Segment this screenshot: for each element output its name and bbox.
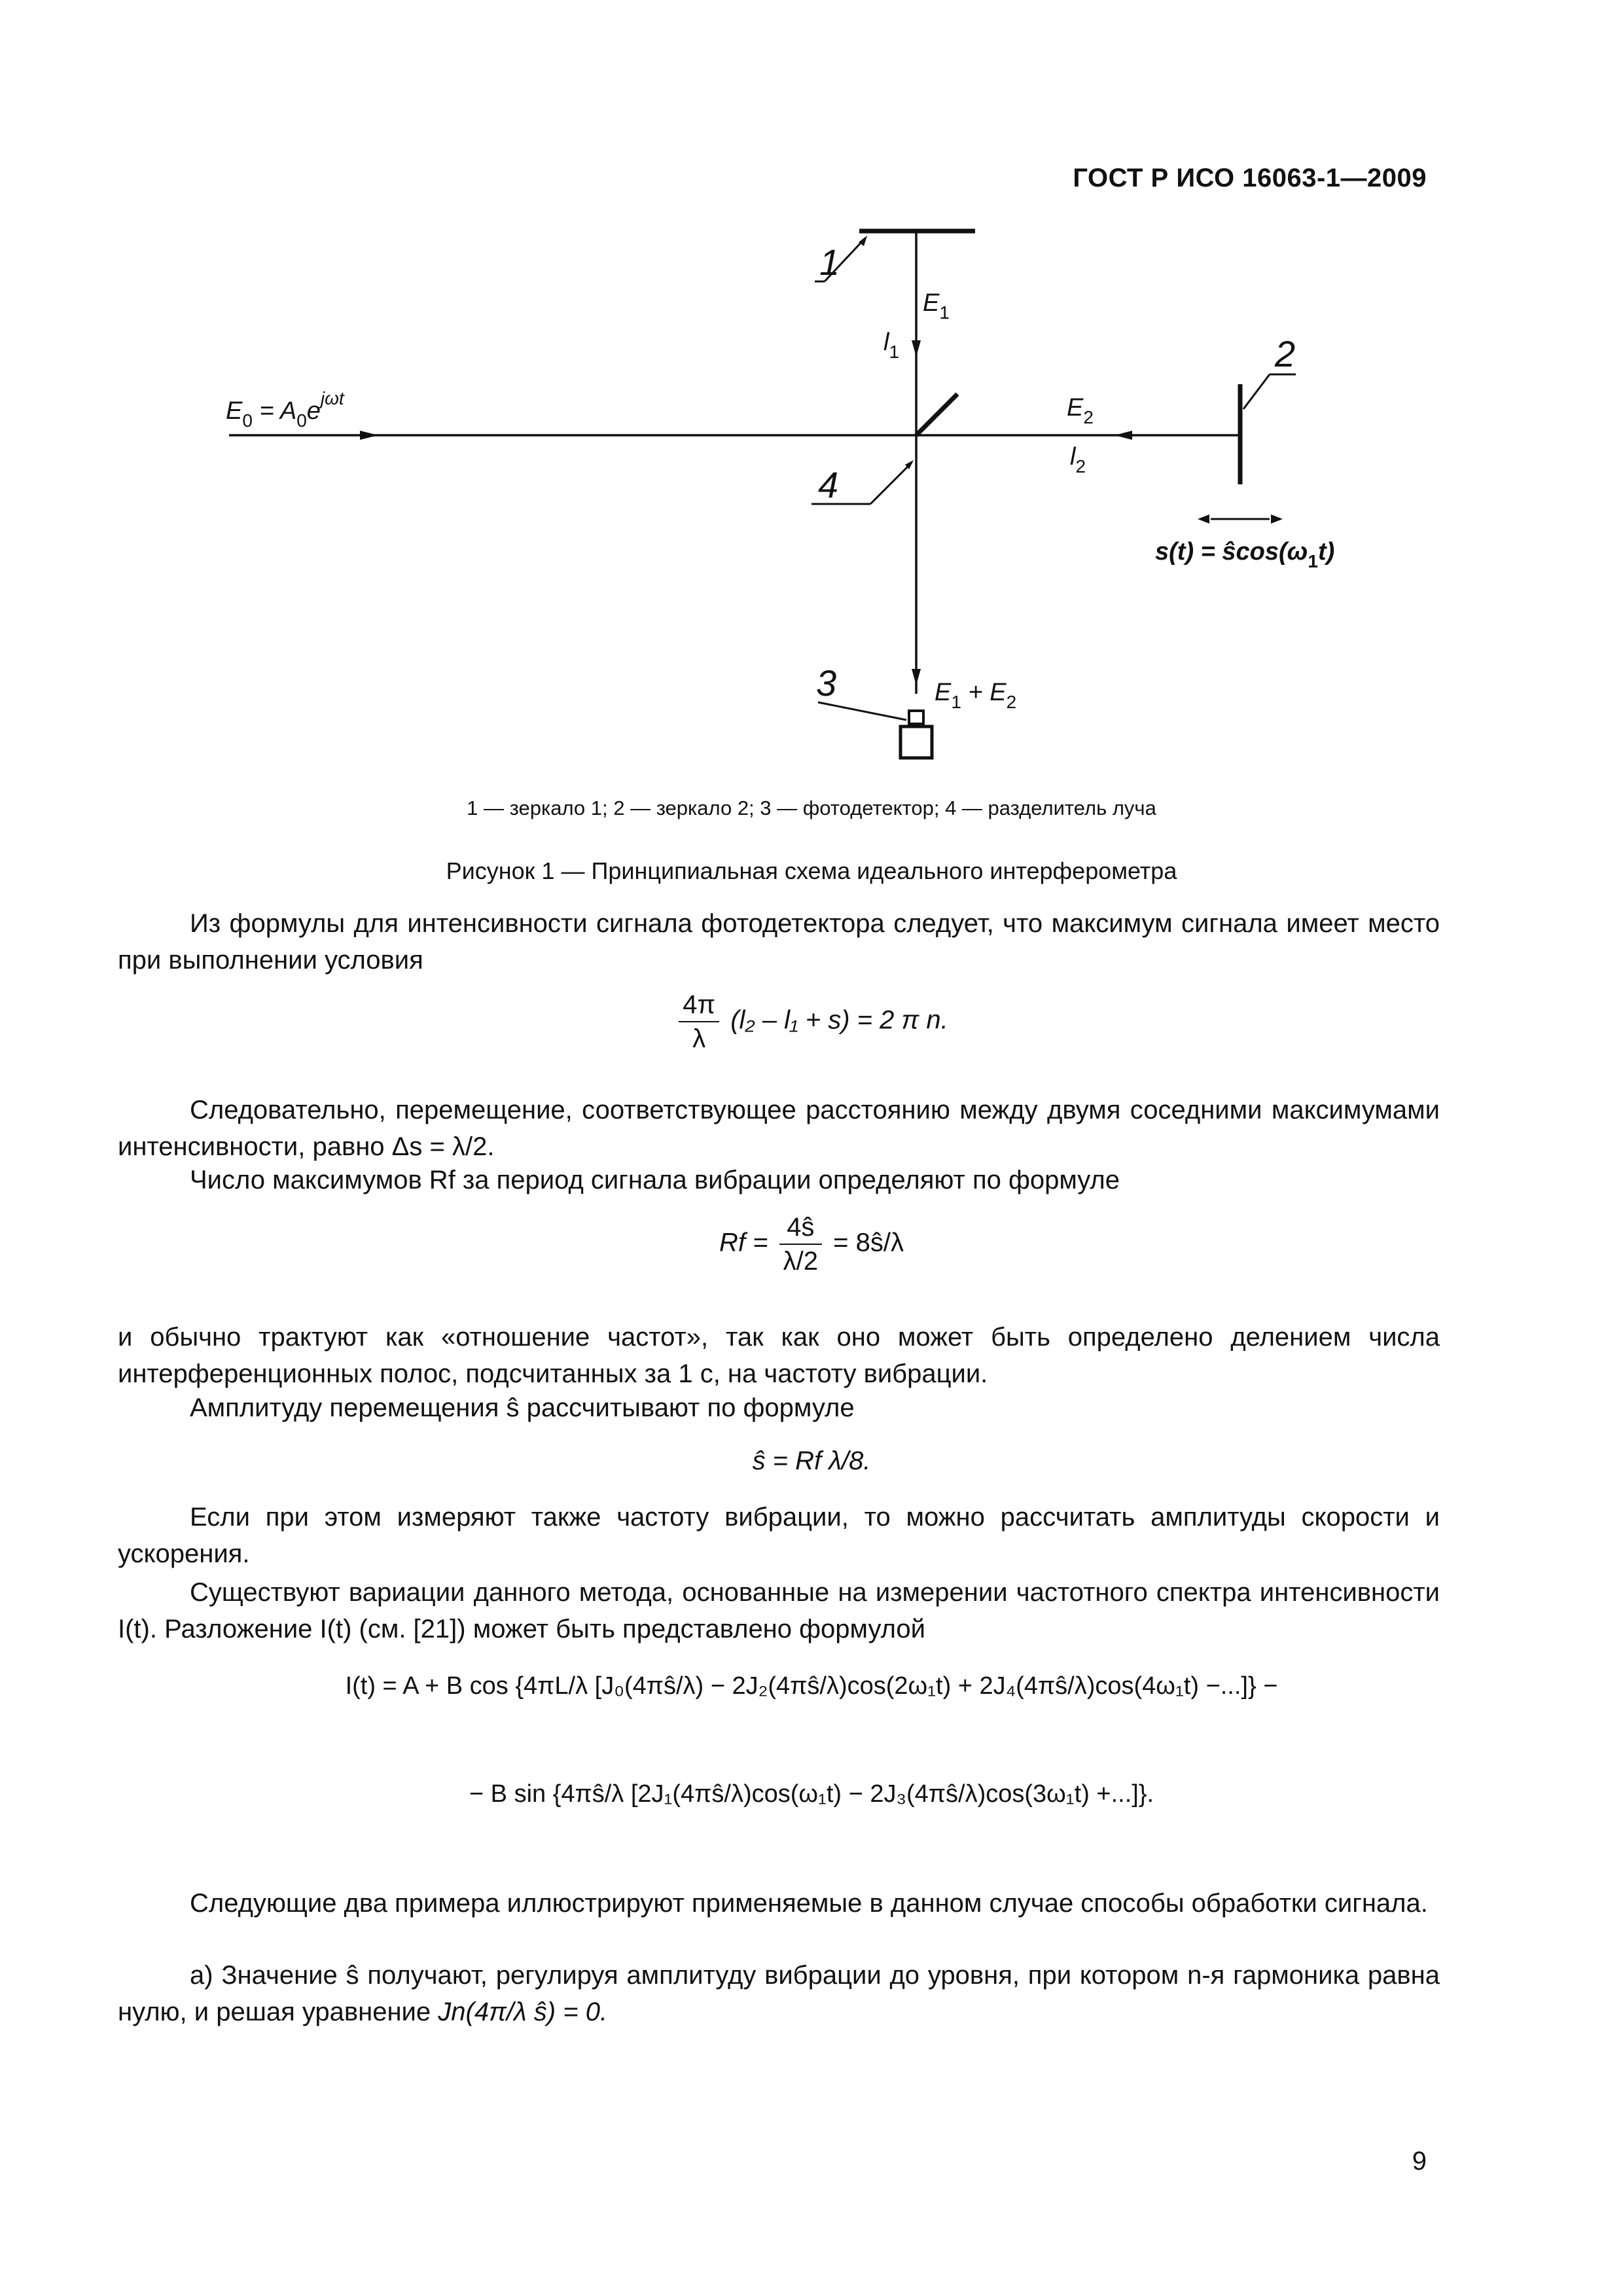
formula-4-line-2: − B sin {4πŝ/λ [2J₁(4πŝ/λ)cos(ω₁t) − 2J₃(4πŝ/λ)cos(3ω₁t) +...]}. <box>469 1780 1154 1808</box>
paragraph-5: Амплитуду перемещения ŝ рассчитывают по формуле <box>190 1393 855 1422</box>
interferometer-diagram <box>0 0 1623 785</box>
formula-4-line-1: I(t) = A + B cos {4πL/λ [J₀(4πŝ/λ) − 2J₂(4πŝ/λ)cos(2ω₁t) + 2J₄(4πŝ/λ)cos(4ω₁t) −...]} − <box>345 1672 1278 1700</box>
figure-caption: Рисунок 1 — Принципиальная схема идеального интерферометра <box>446 857 1177 884</box>
label-1: 1 <box>819 242 840 283</box>
arrow-sum <box>912 669 921 685</box>
svg-text:E1: $E_1$ <box>923 289 950 323</box>
paragraph-9: а) Значение ŝ получают, регулируя амплитуду вибрации до уровня, при котором n-я гармоника равна нулю, и решая уравнение Jn(4π/λ ŝ) = 0. <box>118 1961 1440 2026</box>
formula-1: $\frac{4\pi}{\lambda}$ (l₂ – l₁ + s) = 2 π n. <box>0 988 1623 1055</box>
document-code: ГОСТ Р ИСО 16063-1—2009 <box>1073 164 1427 192</box>
svg-text:l1: $l_1$ <box>883 329 900 362</box>
arrow-e2 <box>1115 431 1132 440</box>
label-2: 2 <box>1275 333 1296 374</box>
label-3: 3 <box>816 662 837 704</box>
paragraph-3: Число максимумов Rf за период сигнала вибрации определяют по формуле <box>190 1166 1120 1194</box>
svg-text:E2: $E_2$ <box>1067 394 1094 427</box>
arrow-e1 <box>912 340 921 357</box>
arrow-e0 <box>360 431 378 440</box>
page-number: 9 <box>1412 2147 1427 2176</box>
paragraph-7: Существуют вариации данного метода, основанные на измерении частотного спектра интенсивности I(t). Разложение I(t) (см. [21]) может быть представлено формулой <box>118 1578 1440 1643</box>
label-4: 4 <box>818 464 839 505</box>
paragraph-4: и обычно трактуют как «отношение частот», так как оно может быть определено делением числа интерференционных полос, подсчитанных за 1 с, на частоту вибрации. <box>118 1323 1440 1388</box>
label-sum: $E_1 + E_2$ <box>935 679 1017 712</box>
figure-legend: 1 — зеркало 1; 2 — зеркало 2; 3 — фотодетектор; 4 — разделитель луча <box>467 797 1156 819</box>
formula-2: Rf = $\frac{4ŝ}{\lambda/2}$ = 8ŝ/λ <box>0 1211 1623 1278</box>
svg-text:l2: $l_2$ <box>1070 443 1086 476</box>
label-displacement: $s(t) = ŝ\cos(\omega_1t)$ <box>1155 538 1335 571</box>
beam-splitter <box>916 394 957 435</box>
label-e0: $E_0 = A_0e^{j\omega t}$ <box>226 388 344 431</box>
paragraph-8: Следующие два примера иллюстрируют применяемые в данном случае способы обработки сигнала. <box>190 1889 1428 1918</box>
formula-3: ŝ = Rf λ/8. <box>752 1446 871 1475</box>
paragraph-1: Из формулы для интенсивности сигнала фотодетектора следует, что максимум сигнала имеет место при выполнении условия <box>118 909 1440 975</box>
paragraph-6: Если при этом измеряют также частоту вибрации, то можно рассчитать амплитуды скорости и ускорения. <box>118 1503 1440 1568</box>
photodetector-top <box>909 711 923 724</box>
photodetector-icon <box>901 726 932 758</box>
paragraph-2: Следовательно, перемещение, соответствующее расстоянию между двумя соседними максимумами интенсивности, равно Δs = λ/2. <box>118 1096 1440 1161</box>
